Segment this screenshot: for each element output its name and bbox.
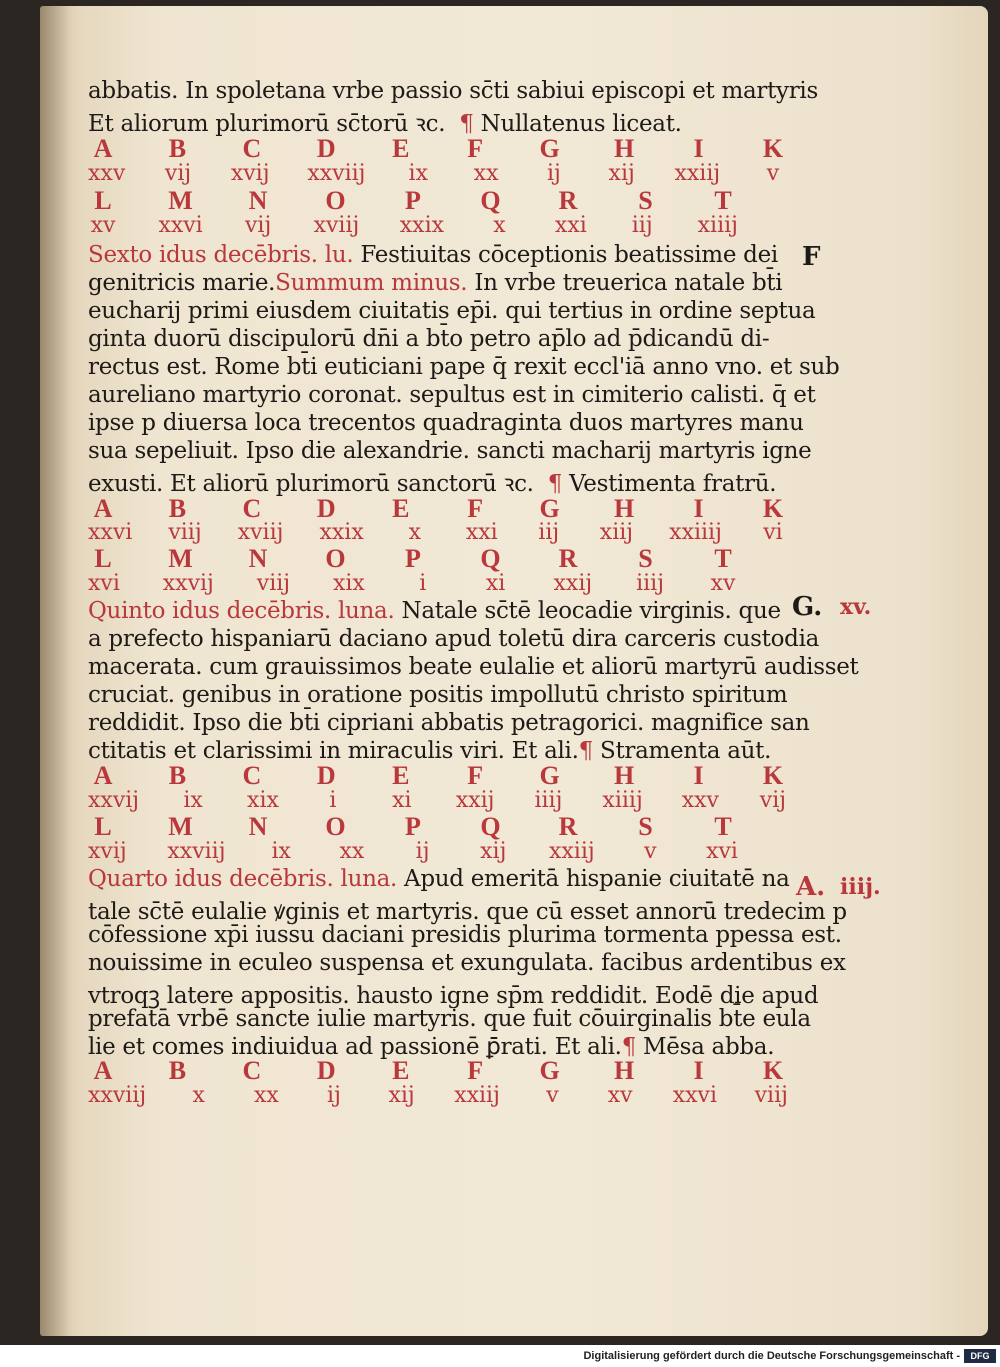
text-line: eucharij primi eiusdem ciuitatis ep̄i. qui tertius in ordine septua [88, 298, 816, 324]
page-gutter-shadow [40, 6, 70, 1336]
text-line: nouissime in eculeo suspensa et exungulata. facibus ardentibus ex [88, 950, 846, 976]
text-line: macerata. cum grauissimos beate eulalie et aliorū martyrū audisset [88, 654, 859, 680]
text-line: aureliano martyrio coronat. sepultus est in cimiterio calisti. q̄ et [88, 382, 816, 408]
dominical-letter-row: A B C D E F G H I K [93, 494, 784, 523]
text-line: cōfessione xp̄i iussu daciani presidis plurima tormenta ppessa est. [88, 922, 842, 948]
dominical-letter-row: L M N O P Q R S T [94, 186, 732, 215]
text-line: cruciat. genibus in oratione positis impollutū christo spiritum [88, 682, 788, 708]
text-line: Et aliorum plurimorū sc̄torū ꝛc. ¶ Nullatenus liceat. [88, 111, 682, 137]
text-line: tale sc̄tē eulalie ꝟginis et martyris. que cū esset annorū tredecim p [88, 899, 847, 925]
lunar-number-row: xxv vij xvij xxviij ix xx ij xij xxiij v [88, 161, 780, 186]
lunar-number-row: xvij xxviij ix xx ij xij xxiij v xvi [88, 839, 738, 864]
dominical-letter-row: A B C D E F G H I K [93, 1056, 784, 1085]
text-line: lie et comes indiuidua ad passionē ꝑ̄rati. Et ali.¶ Mēsa abba. [88, 1034, 775, 1060]
dominical-letter-row: L M N O P Q R S T [94, 812, 732, 841]
text-line: abbatis. In spoletana vrbe passio sc̄ti sabiui episcopi et martyris [88, 78, 818, 104]
margin-dominical-letter-f: F [802, 242, 821, 272]
footer-bar [0, 1345, 1000, 1367]
dominical-letter-row: A B C D E F G H I K [93, 761, 784, 790]
text-line: ctitatis et clarissimi in miraculis viri. Et ali.¶ Stramenta aūt. [88, 738, 772, 764]
dominical-letter-row: L M N O P Q R S T [94, 544, 732, 573]
lunar-number-row: xxviij x xx ij xij xxiij v xv xxvi viij [88, 1083, 788, 1108]
lunar-number-row: xvi xxvij viij xix i xi xxij iiij xv [88, 571, 736, 596]
text-line: prefatā vrbē sancte iulie martyris. que fuit cōuirginalis bt̄e eula [88, 1006, 811, 1032]
text-line: a prefecto hispaniarū daciano apud toletū dira carceris custodia [88, 626, 820, 652]
margin-dominical-letter-a: A. [796, 872, 826, 902]
text-line: exusti. Et aliorū plurimorū sanctorū ꝛc. ¶ Vestimenta fratrū. [88, 471, 777, 497]
text-line: Sexto idus decēbris. lu. Festiuitas cōceptionis beatissime dei [88, 242, 778, 268]
dominical-letter-row: A B C D E F G H I K [93, 134, 784, 163]
lunar-number-row: xxvi viij xviij xxix x xxi iij xiij xxiiij vi [88, 520, 783, 545]
dfg-logo: DFG [964, 1349, 996, 1363]
text-line: sua sepeliuit. Ipso die alexandrie. sancti macharij martyris igne [88, 438, 812, 464]
margin-golden-number-a: iiij. [840, 874, 881, 900]
text-line: Quarto idus decēbris. luna. Apud emeritā hispanie ciuitatē na [88, 866, 790, 892]
book-page [40, 6, 988, 1336]
text-line: Quinto idus decēbris. luna. Natale sc̄tē leocadie virginis. que [88, 598, 781, 624]
text-line: ipse p diuersa loca trecentos quadraginta duos martyres manu [88, 410, 804, 436]
text-line: ginta duorū discipulorū dn̄i a bt̄o petro ap̄lo ad p̄dicandū di- [88, 326, 770, 352]
margin-golden-number-g: xv. [840, 594, 872, 620]
lunar-number-row: xxvij ix xix i xi xxij iiij xiiij xxv vij [88, 788, 787, 813]
text-line: genitricis marie.Summum minus. In vrbe treuerica natale bt̄i [88, 270, 783, 296]
text-line: rectus est. Rome bt̄i euticiani pape q̄ rexit eccl'iā anno vno. et sub [88, 354, 840, 380]
margin-dominical-letter-g: G. [792, 592, 823, 622]
funding-credit: Digitalisierung gefördert durch die Deutsche Forschungsgemeinschaft - [583, 1350, 960, 1362]
text-line: vtroqꝫ latere appositis. hausto igne sp̄m reddidit. Eodē die apud [88, 983, 819, 1009]
text-line: reddidit. Ipso die bt̄i cipriani abbatis petragorici. magnifice san [88, 710, 810, 736]
lunar-number-row: xv xxvi vij xviij xxix x xxi iij xiiij [90, 213, 738, 238]
